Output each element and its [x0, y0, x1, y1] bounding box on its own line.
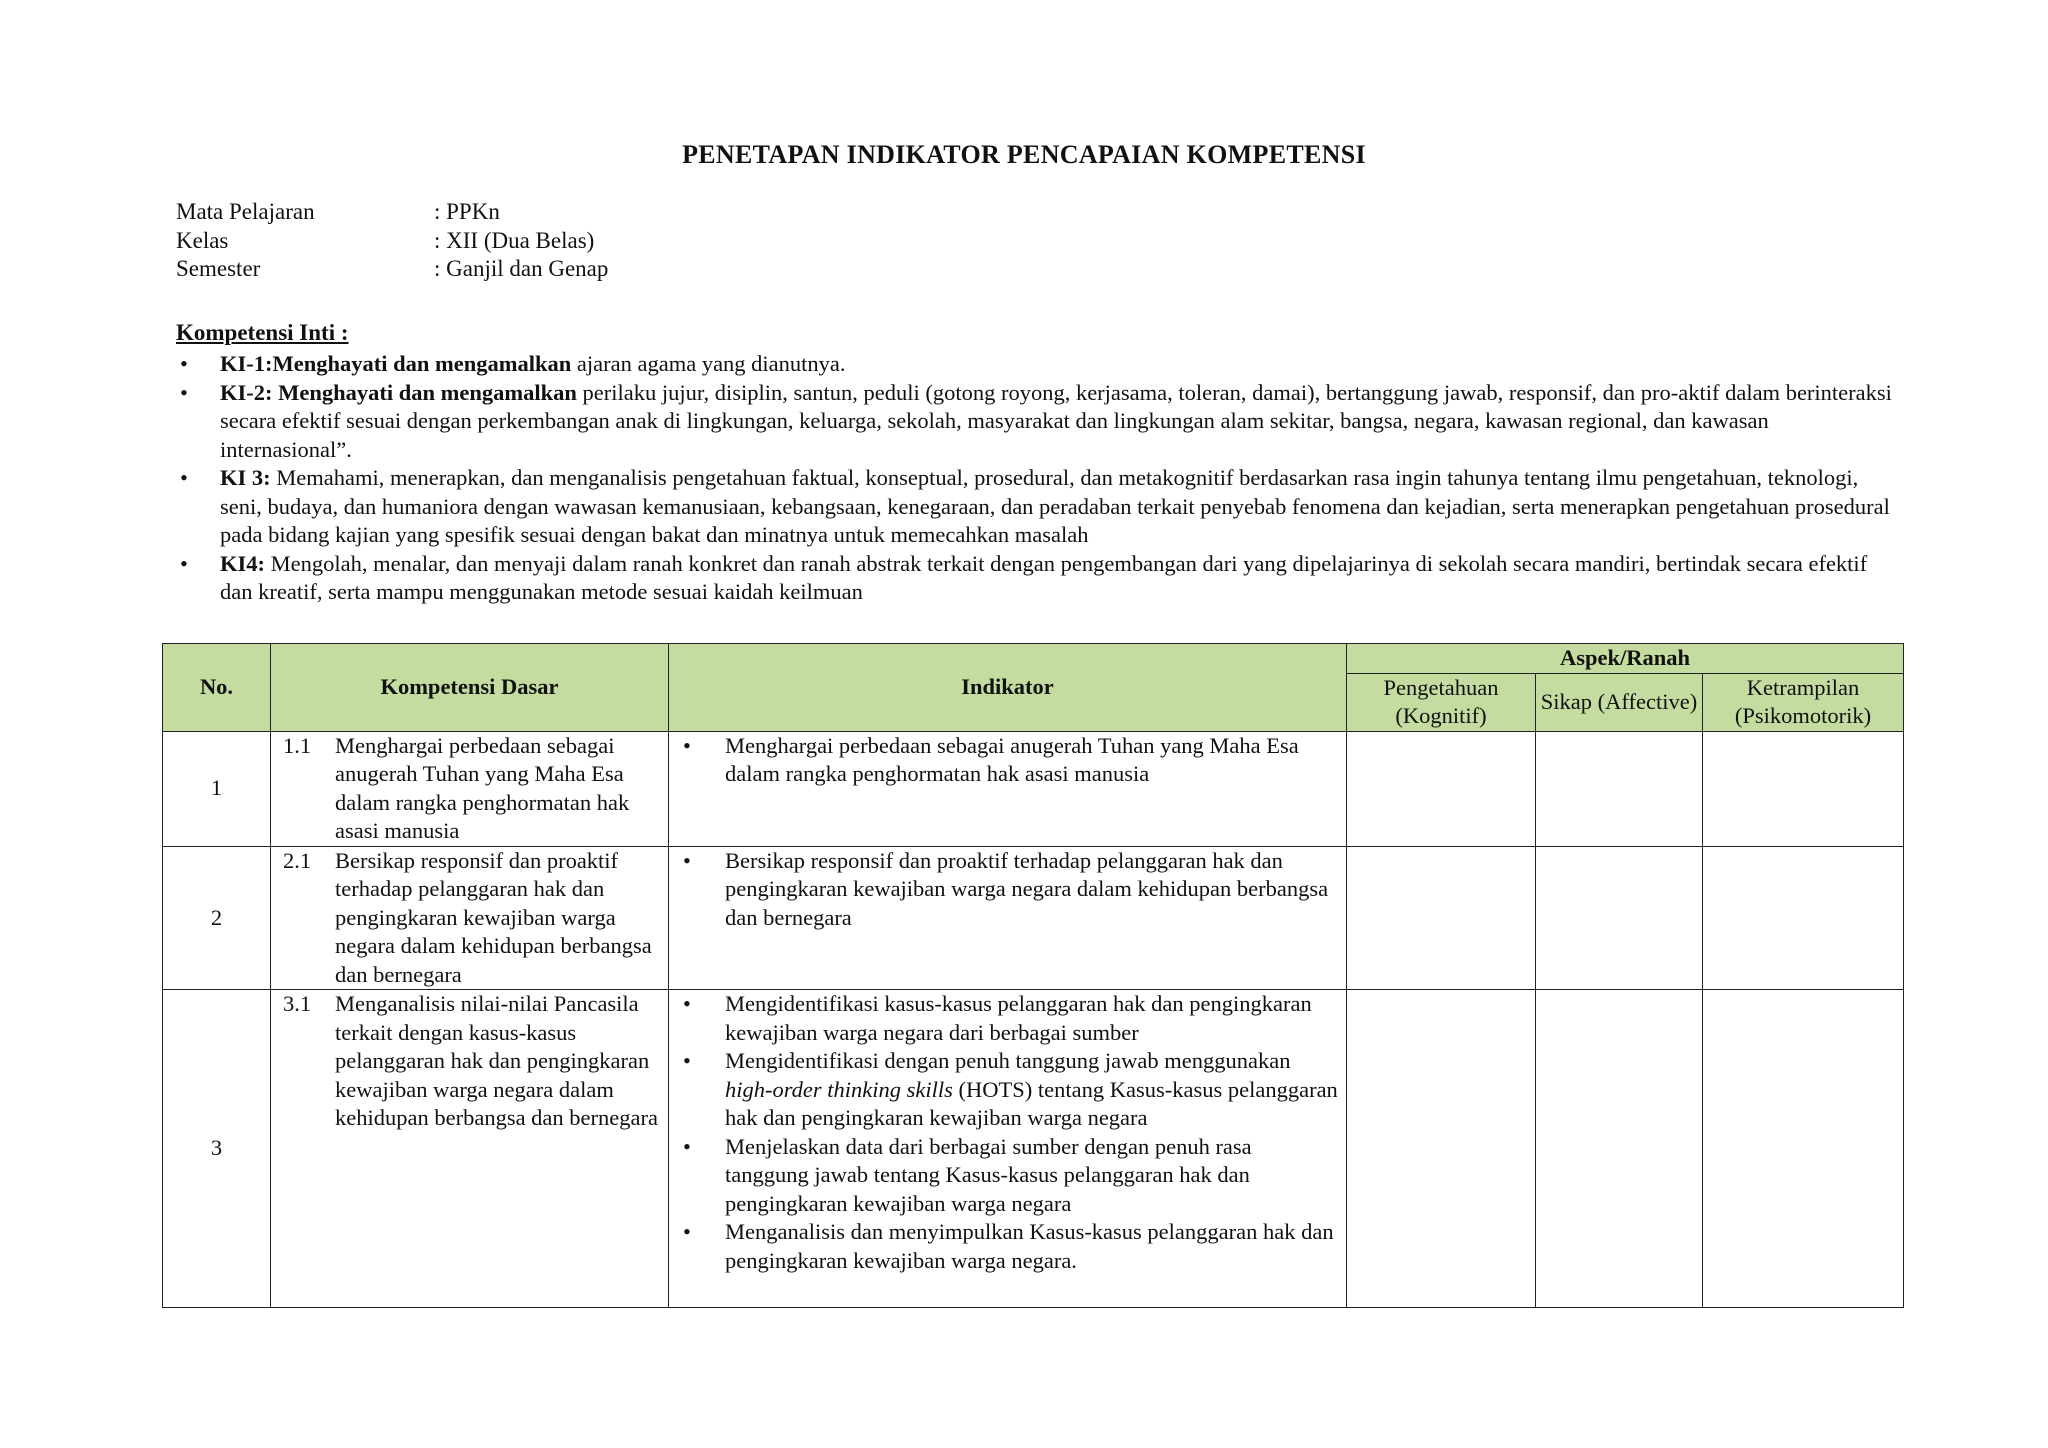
ki-item [176, 350, 1896, 379]
meta-value: : Ganjil dan Genap [434, 256, 609, 281]
sikap-cell [1536, 846, 1703, 990]
header-ketrampilan: Ketrampilan (Psikomotorik) [1703, 673, 1904, 731]
indikator-text: Mengidentifikasi dengan penuh tanggung jawab menggunakan [725, 1048, 1291, 1073]
kd-code: 3.1 [283, 991, 312, 1016]
meta-value: : PPKn [434, 199, 500, 224]
bullet-icon: • [180, 351, 188, 376]
bullet-icon: • [180, 379, 188, 405]
indikator-cell [669, 731, 1347, 846]
table-header-row [163, 644, 1904, 674]
meta-row-semester [176, 255, 608, 284]
meta-value: : XII (Dua Belas) [434, 227, 595, 253]
bullet-icon: • [683, 1048, 691, 1073]
kd-text: Menghargai perbedaan sebagai anugerah Tuhan yang Maha Esa dalam rangka penghormatan hak asasi manusia [335, 732, 630, 843]
sikap-cell [1536, 731, 1703, 846]
indikator-item [681, 732, 1338, 789]
bullet-icon: • [683, 732, 691, 758]
sikap-cell [1536, 990, 1703, 1308]
competency-table [162, 643, 1904, 1308]
pengetahuan-cell [1347, 990, 1536, 1308]
indikator-cell [669, 846, 1347, 990]
kompetensi-inti-heading: Kompetensi Inti : [176, 320, 349, 345]
ki-item-text: Memahami, menerapkan, dan menganalisis pengetahuan faktual, konseptual, prosedural, dan metakognitif berdasarkan rasa ingin tahunya tentang ilmu pengetahuan, teknologi, seni, budaya, dan humaniora dengan wawasan kemanusiaan, kebangsaan, kenegaraan, dan peradaban terkait penyebab fenomena dan kejadian, serta menerapkan pengetahuan prosedural pada bidang kajian yang spesifik sesuai dengan bakat dan minatnya untuk memecahkan masalah [220, 465, 1890, 547]
row-number: 3 [163, 990, 271, 1308]
pengetahuan-cell [1347, 731, 1536, 846]
indikator-item [681, 1133, 1338, 1219]
indikator-item [681, 847, 1338, 933]
meta-label: Semester [176, 256, 261, 281]
row-number: 1 [163, 731, 271, 846]
header-pengetahuan: Pengetahuan (Kognitif) [1347, 673, 1536, 731]
header-sikap: Sikap (Affective) [1536, 673, 1703, 731]
header-aspek-ranah: Aspek/Ranah [1347, 644, 1904, 674]
bullet-icon: • [683, 1219, 691, 1244]
ki-item-text: perilaku jujur, disiplin, santun, peduli (gotong royong, kerjasama, toleran, damai), bertanggung jawab, responsif, dan pro-aktif dalam berinteraksi secara efektif sesuai dengan perkembangan anak di lingkungan, keluarga, sekolah, masyarakat dan lingkungan alam sekitar, bangsa, negara, kawasan regional, dan kawasan internasional”. [220, 379, 1892, 462]
kompetensi-dasar-cell [271, 731, 669, 846]
ki-item [176, 550, 1896, 607]
ki-item-label: KI-2: Menghayati dan mengamalkan [220, 379, 577, 405]
ki-item-text: ajaran agama yang dianutnya. [571, 351, 846, 376]
ki-item-text: Mengolah, menalar, dan menyaji dalam ranah konkret dan ranah abstrak terkait dengan pengembangan dari yang dipelajarinya di sekolah secara mandiri, bertindak secara efektif dan kreatif, serta mampu menggunakan metode sesuai kaidah keilmuan [220, 550, 1868, 604]
header-kompetensi-dasar: Kompetensi Dasar [271, 644, 669, 732]
kd-text: Bersikap responsif dan proaktif terhadap pelanggaran hak dan pengingkaran kewajiban warga negara dalam kehidupan berbangsa dan bernegara [335, 847, 652, 987]
kd-text: Menganalisis nilai-nilai Pancasila terkait dengan kasus-kasus pelanggaran hak dan pengingkaran kewajiban warga negara dalam kehidupan berbangsa dan bernegara [335, 991, 658, 1130]
meta-row-class [176, 227, 608, 256]
ketrampilan-cell [1703, 731, 1904, 846]
kd-code: 2.1 [283, 847, 312, 873]
meta-row-subject [176, 198, 608, 227]
document-title: PENETAPAN INDIKATOR PENCAPAIAN KOMPETENSI [682, 140, 1366, 169]
ki-item-label: KI4: [220, 550, 265, 576]
indikator-text: Bersikap responsif dan proaktif terhadap pelanggaran hak dan pengingkaran kewajiban warga negara dalam kehidupan berbangsa dan bernegara [725, 847, 1329, 930]
indikator-text: Menjelaskan data dari berbagai sumber dengan penuh rasa tanggung jawab tentang Kasus-kasus pelanggaran hak dan pengingkaran kewajiban warga negara [725, 1133, 1252, 1216]
bullet-icon: • [180, 465, 188, 490]
bullet-icon: • [683, 991, 691, 1016]
indikator-text: Menghargai perbedaan sebagai anugerah Tuhan yang Maha Esa dalam rangka penghormatan hak asasi manusia [725, 732, 1299, 786]
table-row [163, 731, 1904, 846]
row-number: 2 [163, 846, 271, 990]
kd-code: 1.1 [283, 732, 312, 758]
indikator-text: (HOTS) tentang Kasus-kasus pelanggaran hak dan pengingkaran kewajiban warga negara [725, 1076, 1338, 1130]
ki-item [176, 379, 1896, 465]
table-row [163, 990, 1904, 1308]
ki-item-label: KI-1:Menghayati dan mengamalkan [220, 351, 572, 376]
meta-label: Kelas [176, 227, 229, 253]
ketrampilan-cell [1703, 990, 1904, 1308]
ketrampilan-cell [1703, 846, 1904, 990]
pengetahuan-cell [1347, 846, 1536, 990]
ki-item [176, 464, 1896, 550]
indikator-item [681, 1218, 1338, 1275]
bullet-icon: • [683, 1133, 691, 1159]
indikator-text: Menganalisis dan menyimpulkan Kasus-kasus pelanggaran hak dan pengingkaran kewajiban warga negara. [725, 1219, 1334, 1273]
kompetensi-dasar-cell [271, 846, 669, 990]
indikator-text-emphasis: high-order thinking skills [725, 1076, 953, 1102]
kompetensi-dasar-cell [271, 990, 669, 1308]
bullet-icon: • [683, 847, 691, 873]
header-no: No. [163, 644, 271, 732]
ki-item-label: KI 3: [220, 465, 271, 490]
indikator-text: Mengidentifikasi kasus-kasus pelanggaran hak dan pengingkaran kewajiban warga negara dari berbagai sumber [725, 991, 1312, 1045]
header-indikator: Indikator [669, 644, 1347, 732]
meta-label: Mata Pelajaran [176, 199, 315, 224]
kompetensi-inti-list [176, 350, 1896, 607]
bullet-icon: • [180, 550, 188, 576]
subject-info [176, 198, 608, 284]
indikator-item [681, 1047, 1338, 1133]
table-row [163, 846, 1904, 990]
indikator-cell [669, 990, 1347, 1308]
indikator-item [681, 990, 1338, 1047]
